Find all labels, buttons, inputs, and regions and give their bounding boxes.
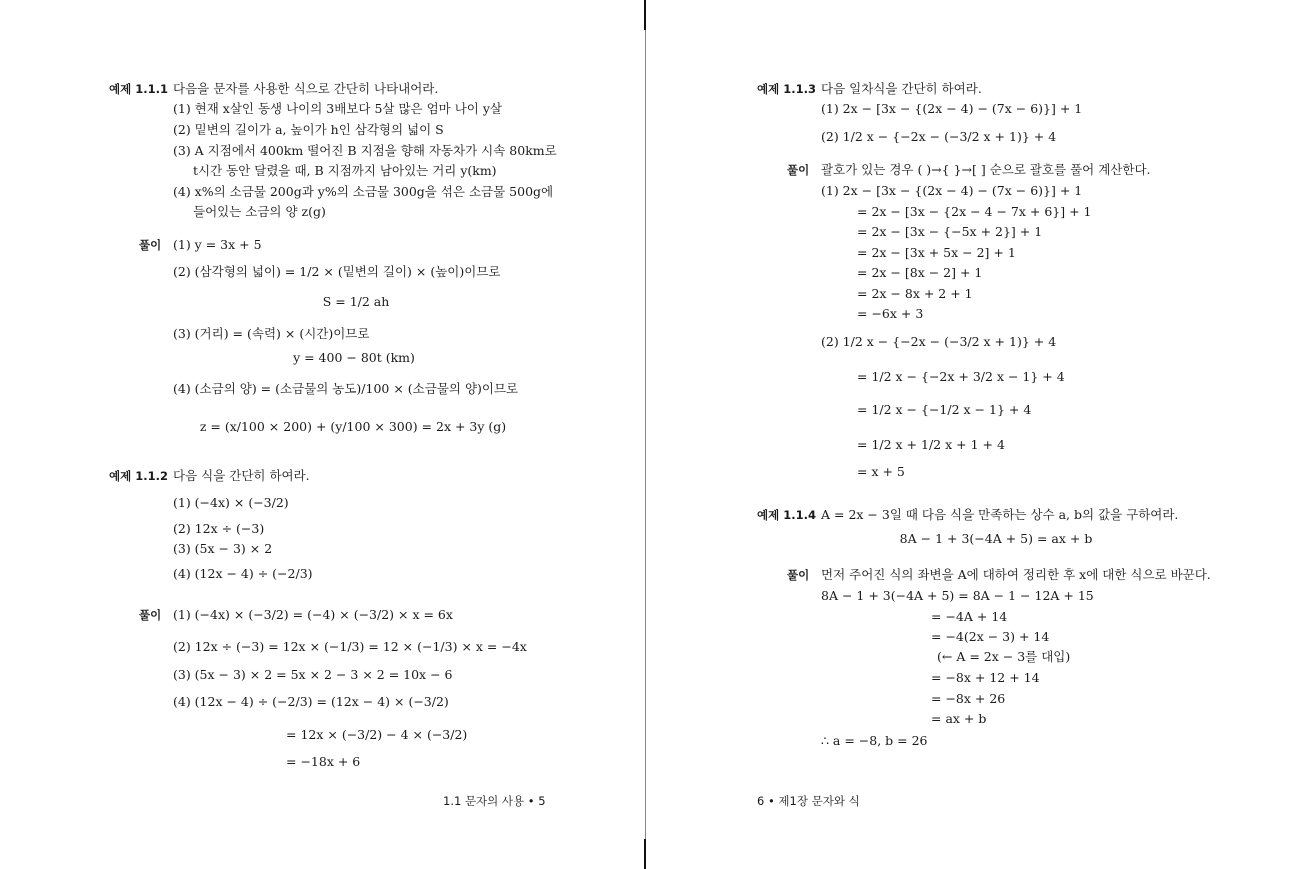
solution-line: = 2x − [8x − 2] + 1 [857,265,983,280]
solution-line: (1) 2x − [3x − {(2x − 4) − (7x − 6)}] + 1 [821,183,1083,198]
solution-intro: 먼저 주어진 식의 좌변을 A에 대하여 정리한 후 x에 대한 식으로 바꾼다. [821,567,1211,582]
page-footer: 6 • 제1장 문자와 식 [757,794,860,808]
solution-line: (4) (12x − 4) ÷ (−2/3) = (12x − 4) × (−3/2) [173,694,449,709]
solution-line: = −4(2x − 3) + 14 [931,629,1050,644]
solution-line: (3) (거리) = (속력) × (시간)이므로 [173,326,370,341]
solution-line: = 2x − 8x + 2 + 1 [857,286,973,301]
example-item: (2) 1/2 x − {−2x − (−3/2 x + 1)} + 4 [821,129,1057,144]
gutter-top-mark [644,0,646,30]
example-item: (3) A 지점에서 400km 떨어진 B 지점을 향해 자동차가 시속 80km로 [173,143,557,158]
solution-label: 풀이 [139,238,162,252]
solution-line: (2) 1/2 x − {−2x − (−3/2 x + 1)} + 4 [821,334,1057,349]
page-footer: 1.1 문자의 사용 • 5 [443,794,546,808]
solution-line: = 2x − [3x − {2x − 4 − 7x + 6}] + 1 [857,204,1092,219]
example-item: (1) (−4x) × (−3/2) [173,495,289,510]
solution-label: 풀이 [787,163,810,177]
solution-line: = −8x + 26 [931,691,1006,706]
solution-note: (← A = 2x − 3를 대입) [937,649,1071,664]
example-label: 예제 1.1.4 [757,508,816,522]
example-prompt: 다음을 문자를 사용한 식으로 간단히 나타내어라. [173,81,439,96]
solution-line: = −6x + 3 [857,306,924,321]
solution-line: = 2x − [3x + 5x − 2] + 1 [857,245,1016,260]
solution-line: = ax + b [931,711,987,726]
example-item: (3) (5x − 3) × 2 [173,541,273,556]
solution-line: (2) 12x ÷ (−3) = 12x × (−1/3) = 12 × (−1/3) × x = −4x [173,639,527,654]
example-item: (1) 현재 x살인 동생 나이의 3배보다 5살 많은 엄마 나이 y살 [173,101,502,116]
solution-label: 풀이 [787,568,810,582]
example-equation: 8A − 1 + 3(−4A + 5) = ax + b [899,531,1093,546]
solution-line: = 1/2 x + 1/2 x + 1 + 4 [857,437,1005,452]
example-item: (2) 밑변의 길이가 a, 높이가 h인 삼각형의 넓이 S [173,122,444,137]
example-label: 예제 1.1.1 [109,82,168,96]
example-prompt: 다음 일차식을 간단히 하여라. [821,81,982,96]
example-item: (4) x%의 소금물 200g과 y%의 소금물 300g을 섞은 소금물 500g에 [173,184,554,199]
solution-line: = −18x + 6 [286,754,361,769]
solution-line: = −4A + 14 [931,609,1008,624]
solution-line: y = 400 − 80t (km) [293,350,415,365]
example-item: (4) (12x − 4) ÷ (−2/3) [173,566,313,581]
example-prompt: A = 2x − 3일 때 다음 식을 만족하는 상수 a, b의 값을 구하여라. [821,507,1179,522]
solution-line: = 2x − [3x − {−5x + 2}] + 1 [857,224,1043,239]
solution-line: z = (x/100 × 200) + (y/100 × 300) = 2x + 3y (g) [199,419,507,434]
solution-line: (4) (소금의 양) = (소금물의 농도)/100 × (소금물의 양)이므로 [173,381,519,396]
example-item: (2) 12x ÷ (−3) [173,521,265,536]
solution-line: (1) y = 3x + 5 [173,237,262,252]
example-prompt: 다음 식을 간단히 하여라. [173,468,310,483]
solution-line: S = 1/2 ah [322,294,390,309]
solution-line: = x + 5 [857,464,905,479]
page-gutter [645,0,646,869]
example-label: 예제 1.1.3 [757,82,816,96]
example-item: 들어있는 소금의 양 z(g) [193,204,326,219]
solution-intro: 괄호가 있는 경우 ( )→{ }→[ ] 순으로 괄호를 풀어 계산한다. [821,162,1151,177]
solution-line: (2) (삼각형의 넓이) = 1/2 × (밑변의 길이) × (높이)이므로 [173,264,501,279]
solution-line: = −8x + 12 + 14 [931,670,1040,685]
solution-label: 풀이 [139,608,162,622]
solution-conclusion: ∴ a = −8, b = 26 [821,733,928,748]
gutter-bottom-mark [644,839,646,869]
solution-line: = 12x × (−3/2) − 4 × (−3/2) [286,727,468,742]
example-item: (1) 2x − [3x − {(2x − 4) − (7x − 6)}] + 1 [821,101,1083,116]
solution-line: (1) (−4x) × (−3/2) = (−4) × (−3/2) × x = 6x [173,607,453,622]
example-item: t시간 동안 달렸을 때, B 지점까지 남아있는 거리 y(km) [193,163,497,178]
example-label: 예제 1.1.2 [109,469,168,483]
solution-line: 8A − 1 + 3(−4A + 5) = 8A − 1 − 12A + 15 [821,588,1094,603]
solution-line: (3) (5x − 3) × 2 = 5x × 2 − 3 × 2 = 10x − 6 [173,667,453,682]
solution-line: = 1/2 x − {−1/2 x − 1} + 4 [857,402,1032,417]
solution-line: = 1/2 x − {−2x + 3/2 x − 1} + 4 [857,369,1065,384]
